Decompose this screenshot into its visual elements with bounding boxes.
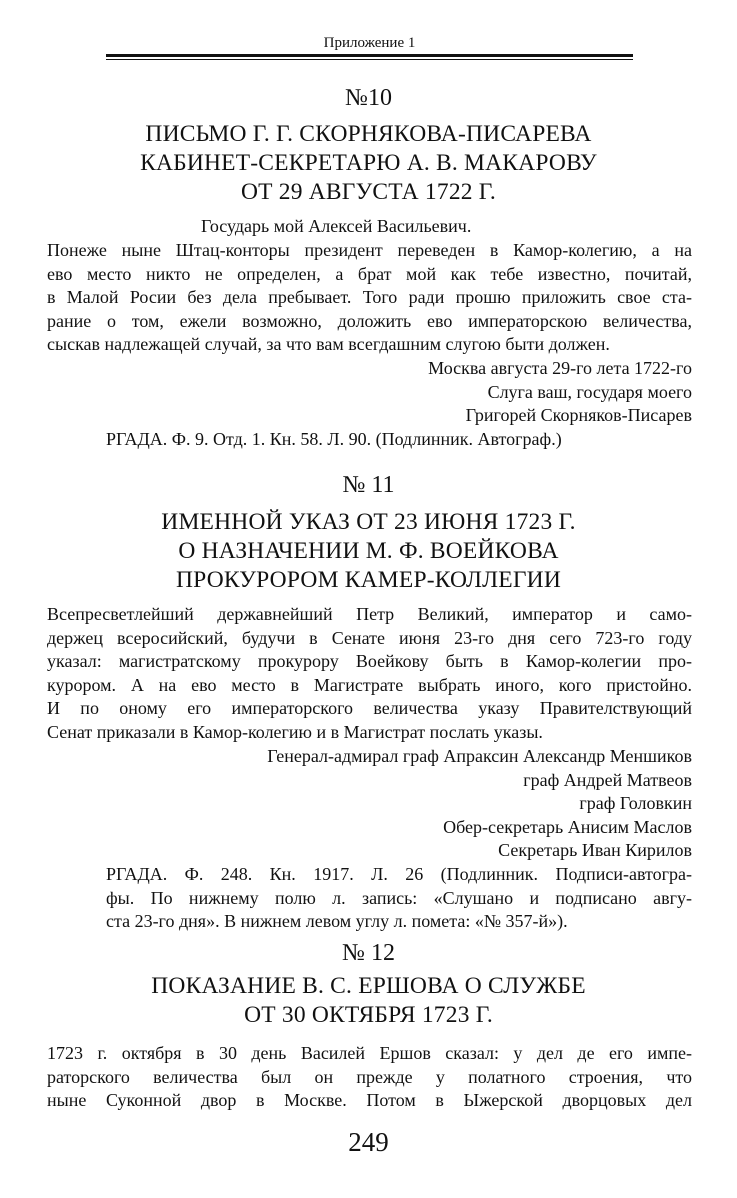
doc12-body (47, 1042, 692, 1113)
doc12-body-line: раторского величества был он прежде у полатного строения, что (47, 1066, 692, 1087)
doc11-title (40, 508, 697, 595)
doc10-body-line: сыскав надлежащей случай, за что вам всегдашним слугою быти должен. (47, 334, 610, 355)
doc11-signatures (267, 745, 692, 863)
doc10-body-line: в Малой Росии без дела пребывает. Того ради прошю приложить свое ста- (47, 287, 692, 308)
doc10-title-line: ПИСЬМО Г. Г. СКОРНЯКОВА-ПИСАРЕВА (145, 121, 592, 147)
page-number: 249 (348, 1127, 389, 1157)
doc11-signature-line: Секретарь Иван Кирилов (498, 840, 692, 861)
doc10-body (47, 239, 692, 357)
running-head: Приложение 1 (323, 35, 416, 51)
doc10-archive-line: РГАДА. Ф. 9. Отд. 1. Кн. 58. Л. 90. (Подлинник. Автограф.) (106, 429, 562, 449)
header-rule-thin (106, 59, 633, 60)
doc11-signature-line: граф Андрей Матвеов (523, 769, 692, 790)
doc12-body-line: 1723 г. октября в 30 день Василей Ершов сказал: у дел де его импе- (47, 1043, 692, 1063)
doc11-signature-line: граф Головкин (579, 793, 692, 814)
doc10-archive-note (106, 428, 692, 452)
doc11-body-line: Всепресветлейший державнейший Петр Великий, император и само- (47, 604, 692, 624)
doc11-signature-line: Генерал-адмирал граф Апраксин Александр Меншиков (267, 746, 692, 766)
doc10-title-line: КАБИНЕТ-СЕКРЕТАРЮ А. В. МАКАРОВУ (140, 150, 597, 176)
header-rule (106, 54, 633, 57)
doc11-archive-line: РГАДА. Ф. 248. Кн. 1917. Л. 26 (Подлинник. Подписи-автогра- (106, 864, 692, 884)
doc11-title-line: О НАЗНАЧЕНИИ М. Ф. ВОЕЙКОВА (178, 538, 559, 564)
doc11-number: № 11 (342, 472, 395, 498)
doc10-closing-line: Слуга ваш, государя моего (487, 381, 692, 402)
doc11-title-line: ИМЕННОЙ УКАЗ ОТ 23 ИЮНЯ 1723 Г. (161, 509, 576, 535)
doc10-greeting: Государь мой Алексей Васильевич. (201, 216, 472, 236)
doc10-title-line: ОТ 29 АВГУСТА 1722 Г. (240, 179, 497, 205)
doc10-body-line: Понеже ныне Штац-конторы президент переведен в Камор-колегию, а на (47, 240, 692, 260)
doc11-body-line: И по оному его императорского величества указу Правителствующий (47, 698, 692, 719)
doc10-body-line: ево место никто не определен, а брат мой как тебе известно, почитай, (47, 263, 692, 284)
doc11-title-line: ПРОКУРОРОМ КАМЕР-КОЛЛЕГИИ (175, 567, 561, 593)
doc12-title-line: ОТ 30 ОКТЯБРЯ 1723 Г. (244, 1002, 493, 1028)
doc12-number: № 12 (342, 940, 395, 966)
doc11-archive-line: фы. По нижнему полю л. запись: «Слушано и подписано авгу- (106, 887, 692, 908)
doc11-archive-note (106, 863, 692, 934)
doc11-signature-line: Обер-секретарь Анисим Маслов (443, 816, 692, 837)
doc12-title-line: ПОКАЗАНИЕ В. С. ЕРШОВА О СЛУЖБЕ (151, 973, 586, 999)
doc10-closing-line: Москва августа 29-го лета 1722-го (428, 358, 692, 378)
doc10-body-line: рание о том, ежели возможно, доложить ево императорскою величества, (47, 310, 692, 331)
doc10-number: №10 (345, 85, 392, 111)
doc11-body-line: держец всеросийский, будучи в Сенате июня 23-го дня сего 723-го году (47, 627, 692, 648)
doc11-body-line: курором. А на ево место в Магистрате выбрать иного, кого пристойно. (47, 674, 692, 695)
doc12-body-line: ныне Суконной двор в Москве. Потом в Ыжерской дворцовых дел (47, 1090, 692, 1111)
doc12-title (40, 972, 697, 1030)
doc10-closing (428, 357, 692, 428)
doc11-body (47, 603, 692, 745)
doc11-archive-line: ста 23-го дня». В нижнем левом углу л. помета: «№ 357-й»). (106, 911, 568, 932)
doc11-body-line: Сенат приказали в Камор-колегию и в Магистрат послать указы. (47, 721, 543, 742)
doc10-closing-line: Григорей Скорняков-Писарев (465, 405, 692, 426)
doc11-body-line: указал: магистратскому прокурору Воейкову быть в Камор-колегии про- (47, 651, 692, 672)
doc10-title (40, 120, 697, 207)
